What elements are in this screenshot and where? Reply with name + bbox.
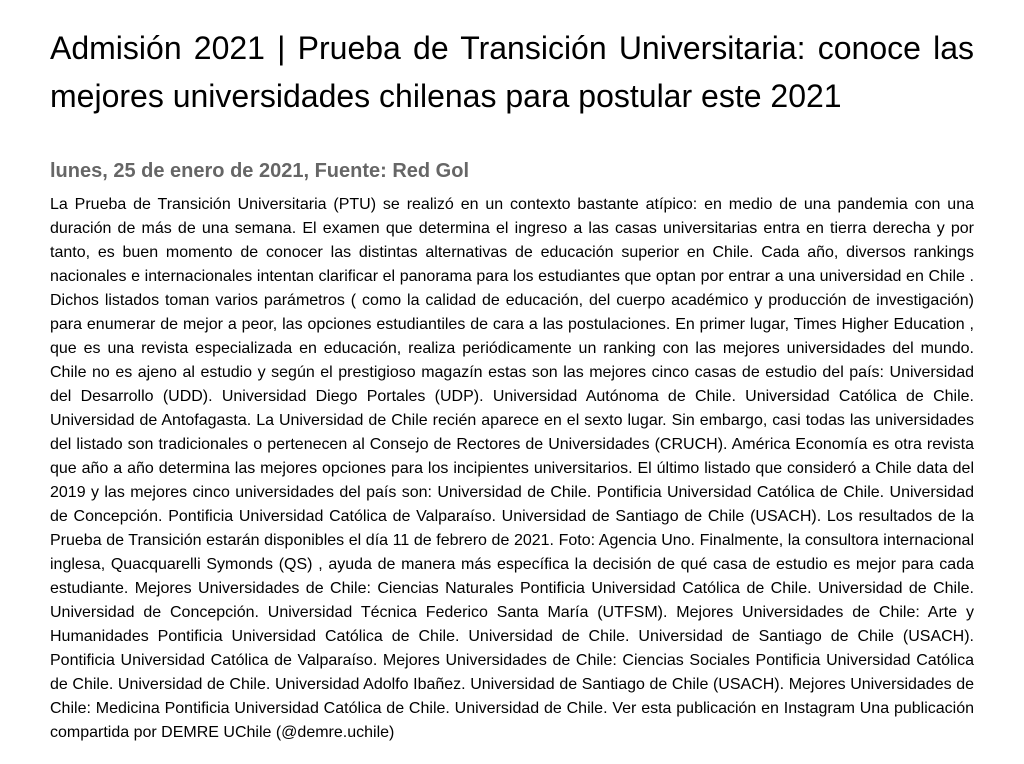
article-body: La Prueba de Transición Universitaria (PTU) se realizó en un contexto bastante atípico: en medio de una pandemia con una duración de más de una semana. El examen que determina el ingreso a las casas universitarias entra en tierra derecha y por tanto, es buen momento de conocer las distintas alternativas de educación superior en Chile. Cada año, diversos rankings nacionales e internacionales intentan clarificar el panorama para los estudiantes que optan por entrar a una universidad en Chile . Dichos listados toman varios parámetros ( como la calidad de educación, del cuerpo académico y producción de investigación) para enumerar de mejor a peor, las opciones estudiantiles de cara a las postulaciones. En primer lugar, Times Higher Education , que es una revista especializada en educación, realiza periódicamente un ranking con las mejores universidades del mundo. Chile no es ajeno al estudio y según el prestigioso magazín estas son las mejores cinco casas de estudio del país: Universidad del Desarrollo (UDD). Universidad Diego Portales (UDP). Universidad Autónoma de Chile. Universidad Católica de Chile. Universidad de Antofagasta. La Universidad de Chile recién aparece en el sexto lugar. Sin embargo, casi todas las universidades del listado son tradicionales o pertenecen al Consejo de Rectores de Universidades (CRUCH). América Economía es otra revista que año a año determina las mejores opciones para los incipientes universitarios. El último listado que consideró a Chile data del 2019 y las mejores cinco universidades del país son: Universidad de Chile. Pontificia Universidad Católica de Chile. Universidad de Concepción. Pontificia Universidad Católica de Valparaíso. Universidad de Santiago de Chile (USACH). Los resultados de la Prueba de Transición estarán disponibles el día 11 de febrero de 2021. Foto: Agencia Uno. Finalmente, la consultora internacional inglesa, Quacquarelli Symonds (QS) , ayuda de manera más específica la decisión de qué casa de estudio es mejor para cada estudiante. Mejores Universidades de Chile: Ciencias Naturales Pontificia Universidad Católica de Chile. Universidad de Chile. Universidad de Concepción. Universidad Técnica Federico Santa María (UTFSM). Mejores Universidades de Chile: Arte y Humanidades Pontificia Universidad Católica de Chile. Universidad de Chile. Universidad de Santiago de Chile (USACH). Pontificia Universidad Católica de Valparaíso. Mejores Universidades de Chile: Ciencias Sociales Pontificia Universidad Católica de Chile. Universidad de Chile. Universidad Adolfo Ibañez. Universidad de Santiago de Chile (USACH). Mejores Universidades de Chile: Medicina Pontificia Universidad Católica de Chile. Universidad de Chile. Ver esta publicación en Instagram Una publicación compartida por DEMRE UChile (@demre.uchile) — [50, 196, 974, 741]
article-date-source: lunes, 25 de enero de 2021, Fuente: Red Gol — [50, 160, 470, 182]
article-title: Admisión 2021 | Prueba de Transición Universitaria: conoce las mejores universidades chilenas para postular este 2021 — [50, 30, 974, 114]
article — [50, 24, 974, 745]
